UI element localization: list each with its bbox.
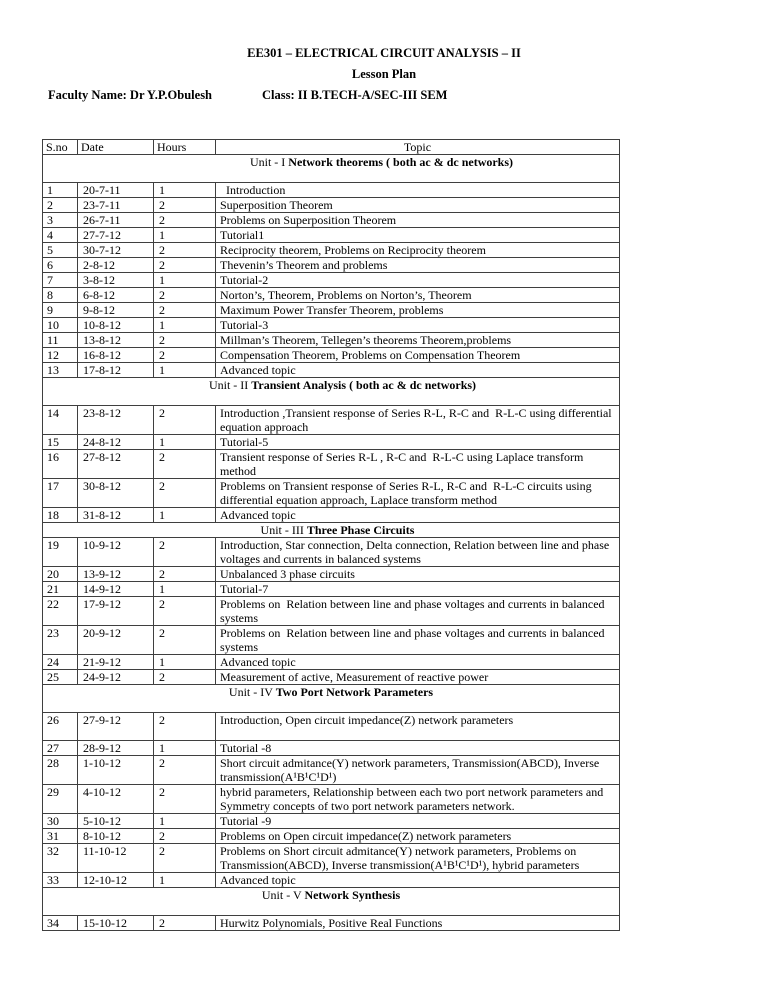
hours-cell: 1	[154, 435, 216, 450]
sno-cell: 11	[43, 333, 78, 348]
sno-cell: 31	[43, 829, 78, 844]
table-row	[43, 228, 620, 243]
date-cell: 31-8-12	[78, 508, 154, 523]
hours-cell: 1	[154, 582, 216, 597]
table-row	[43, 258, 620, 273]
faculty-name-label: Faculty Name: Dr Y.P.Obulesh	[48, 88, 213, 102]
date-cell: 24-8-12	[78, 435, 154, 450]
hours-cell: 2	[154, 567, 216, 582]
unit-section-row	[43, 685, 620, 713]
unit-section-cell	[43, 685, 620, 713]
sno-cell: 18	[43, 508, 78, 523]
topic-cell: Short circuit admitance(Y) network parameters, Transmission(ABCD), Inverse transmission(A¹B¹C¹D¹)	[216, 756, 620, 785]
sno-cell: 29	[43, 785, 78, 814]
date-cell: 20-9-12	[78, 626, 154, 655]
table-row	[43, 303, 620, 318]
hours-cell: 2	[154, 538, 216, 567]
table-row	[43, 756, 620, 785]
hours-cell: 1	[154, 363, 216, 378]
hours-cell: 2	[154, 713, 216, 741]
hours-cell: 2	[154, 198, 216, 213]
sno-cell: 24	[43, 655, 78, 670]
column-header-sno: S.no	[43, 140, 78, 155]
table-row	[43, 844, 620, 873]
sno-cell: 8	[43, 288, 78, 303]
sno-cell: 22	[43, 597, 78, 626]
table-row	[43, 363, 620, 378]
sno-cell: 16	[43, 450, 78, 479]
unit-label: Unit - III	[260, 523, 307, 537]
sno-cell: 32	[43, 844, 78, 873]
date-cell: 27-8-12	[78, 450, 154, 479]
sno-cell: 26	[43, 713, 78, 741]
date-cell: 21-9-12	[78, 655, 154, 670]
sno-cell: 7	[43, 273, 78, 288]
sno-cell: 3	[43, 213, 78, 228]
topic-cell: Tutorial-7	[216, 582, 620, 597]
unit-section-cell	[43, 888, 620, 916]
date-cell: 10-9-12	[78, 538, 154, 567]
column-header-hours: Hours	[154, 140, 216, 155]
table-row	[43, 538, 620, 567]
hours-cell: 2	[154, 670, 216, 685]
date-cell: 24-9-12	[78, 670, 154, 685]
topic-cell: Thevenin’s Theorem and problems	[216, 258, 620, 273]
unit-label: Unit - IV	[228, 685, 276, 699]
topic-cell: Unbalanced 3 phase circuits	[216, 567, 620, 582]
sno-cell: 28	[43, 756, 78, 785]
topic-cell: Tutorial -8	[216, 741, 620, 756]
hours-cell: 1	[154, 318, 216, 333]
hours-cell: 2	[154, 916, 216, 931]
hours-cell: 2	[154, 844, 216, 873]
unit-section-row	[43, 523, 620, 538]
sno-cell: 30	[43, 814, 78, 829]
date-cell: 1-10-12	[78, 756, 154, 785]
sno-cell: 23	[43, 626, 78, 655]
topic-cell: Tutorial-3	[216, 318, 620, 333]
unit-section-row	[43, 888, 620, 916]
topic-cell: Reciprocity theorem, Problems on Reciprocity theorem	[216, 243, 620, 258]
table-row	[43, 348, 620, 363]
table-row	[43, 741, 620, 756]
date-cell: 16-8-12	[78, 348, 154, 363]
topic-cell: Tutorial-5	[216, 435, 620, 450]
hours-cell: 1	[154, 183, 216, 198]
date-cell: 27-9-12	[78, 713, 154, 741]
date-cell: 3-8-12	[78, 273, 154, 288]
hours-cell: 2	[154, 479, 216, 508]
hours-cell: 2	[154, 626, 216, 655]
hours-cell: 2	[154, 597, 216, 626]
unit-label: Unit - I	[249, 155, 289, 169]
table-row	[43, 785, 620, 814]
lesson-table-body	[43, 155, 620, 931]
date-cell: 30-7-12	[78, 243, 154, 258]
page-title: EE301 – ELECTRICAL CIRCUIT ANALYSIS – II	[247, 46, 521, 60]
unit-section-row	[43, 378, 620, 406]
hours-cell: 1	[154, 741, 216, 756]
class-label: Class: II B.TECH-A/SEC-III SEM	[262, 88, 448, 102]
sno-cell: 33	[43, 873, 78, 888]
topic-cell: Introduction	[216, 183, 620, 198]
date-cell: 14-9-12	[78, 582, 154, 597]
date-cell: 13-8-12	[78, 333, 154, 348]
table-row	[43, 597, 620, 626]
hours-cell: 2	[154, 213, 216, 228]
date-cell: 12-10-12	[78, 873, 154, 888]
hours-cell: 1	[154, 655, 216, 670]
unit-section-cell	[43, 523, 620, 538]
topic-cell: hybrid parameters, Relationship between each two port network parameters and Symmetry concepts of two port network parameters network.	[216, 785, 620, 814]
table-header-row	[43, 140, 620, 155]
unit-label: Unit - II	[208, 378, 252, 392]
topic-cell: Problems on Relation between line and phase voltages and currents in balanced systems	[216, 597, 620, 626]
date-cell: 20-7-11	[78, 183, 154, 198]
topic-cell: Advanced topic	[216, 655, 620, 670]
topic-cell: Advanced topic	[216, 363, 620, 378]
table-row	[43, 406, 620, 435]
table-row	[43, 670, 620, 685]
hours-cell: 2	[154, 303, 216, 318]
date-cell: 13-9-12	[78, 567, 154, 582]
topic-cell: Norton’s, Theorem, Problems on Norton’s, Theorem	[216, 288, 620, 303]
topic-cell: Millman’s Theorem, Tellegen’s theorems Theorem,problems	[216, 333, 620, 348]
hours-cell: 1	[154, 814, 216, 829]
table-row	[43, 318, 620, 333]
table-row	[43, 243, 620, 258]
sno-cell: 1	[43, 183, 78, 198]
topic-cell: Advanced topic	[216, 508, 620, 523]
table-row	[43, 183, 620, 198]
date-cell: 5-10-12	[78, 814, 154, 829]
sno-cell: 20	[43, 567, 78, 582]
topic-cell: Maximum Power Transfer Theorem, problems	[216, 303, 620, 318]
page-subtitle: Lesson Plan	[351, 67, 417, 81]
unit-section-row	[43, 155, 620, 183]
table-row	[43, 288, 620, 303]
topic-cell: Introduction, Open circuit impedance(Z) network parameters	[216, 713, 620, 741]
sno-cell: 4	[43, 228, 78, 243]
date-cell: 26-7-11	[78, 213, 154, 228]
hours-cell: 2	[154, 348, 216, 363]
date-cell: 17-8-12	[78, 363, 154, 378]
sno-cell: 17	[43, 479, 78, 508]
table-row	[43, 916, 620, 931]
table-row	[43, 450, 620, 479]
table-row	[43, 333, 620, 348]
table-row	[43, 873, 620, 888]
unit-section-cell	[43, 378, 620, 406]
date-cell: 10-8-12	[78, 318, 154, 333]
date-cell: 2-8-12	[78, 258, 154, 273]
sno-cell: 13	[43, 363, 78, 378]
sno-cell: 27	[43, 741, 78, 756]
date-cell: 9-8-12	[78, 303, 154, 318]
topic-cell: Superposition Theorem	[216, 198, 620, 213]
sno-cell: 9	[43, 303, 78, 318]
date-cell: 15-10-12	[78, 916, 154, 931]
topic-cell: Compensation Theorem, Problems on Compensation Theorem	[216, 348, 620, 363]
sno-cell: 15	[43, 435, 78, 450]
unit-title: Network Synthesis	[304, 888, 401, 902]
lesson-plan-table	[42, 139, 620, 931]
sno-cell: 25	[43, 670, 78, 685]
unit-label: Unit - V	[261, 888, 305, 902]
topic-cell: Problems on Short circuit admitance(Y) network parameters, Problems on Transmission(ABCD), Inverse transmission(A¹B¹C¹D¹), hybrid parameters	[216, 844, 620, 873]
date-cell: 8-10-12	[78, 829, 154, 844]
topic-cell: Hurwitz Polynomials, Positive Real Functions	[216, 916, 620, 931]
topic-cell: Problems on Open circuit impedance(Z) network parameters	[216, 829, 620, 844]
topic-cell: Problems on Transient response of Series R-L, R-C and R-L-C circuits using differential equation approach, Laplace transform method	[216, 479, 620, 508]
hours-cell: 2	[154, 243, 216, 258]
table-row	[43, 626, 620, 655]
sno-cell: 19	[43, 538, 78, 567]
table-row	[43, 508, 620, 523]
hours-cell: 1	[154, 273, 216, 288]
topic-cell: Introduction ,Transient response of Series R-L, R-C and R-L-C using differential equation approach	[216, 406, 620, 435]
table-row	[43, 567, 620, 582]
hours-cell: 2	[154, 333, 216, 348]
hours-cell: 2	[154, 288, 216, 303]
unit-title: Two Port Network Parameters	[275, 685, 434, 699]
column-header-topic: Topic	[216, 140, 620, 155]
date-cell: 23-7-11	[78, 198, 154, 213]
table-row	[43, 829, 620, 844]
hours-cell: 1	[154, 228, 216, 243]
sno-cell: 14	[43, 406, 78, 435]
hours-cell: 2	[154, 258, 216, 273]
date-cell: 6-8-12	[78, 288, 154, 303]
topic-cell: Tutorial -9	[216, 814, 620, 829]
topic-cell: Problems on Superposition Theorem	[216, 213, 620, 228]
hours-cell: 2	[154, 785, 216, 814]
unit-title: Network theorems ( both ac & dc networks)	[288, 155, 514, 169]
table-row	[43, 713, 620, 741]
hours-cell: 1	[154, 508, 216, 523]
unit-section-cell	[43, 155, 620, 183]
hours-cell: 2	[154, 406, 216, 435]
sno-cell: 34	[43, 916, 78, 931]
column-header-date: Date	[78, 140, 154, 155]
sno-cell: 12	[43, 348, 78, 363]
sno-cell: 2	[43, 198, 78, 213]
date-cell: 11-10-12	[78, 844, 154, 873]
faculty-class-row	[48, 88, 768, 103]
hours-cell: 1	[154, 873, 216, 888]
topic-cell: Advanced topic	[216, 873, 620, 888]
table-row	[43, 273, 620, 288]
unit-title: Three Phase Circuits	[306, 523, 415, 537]
topic-cell: Tutorial1	[216, 228, 620, 243]
table-row	[43, 814, 620, 829]
topic-cell: Introduction, Star connection, Delta connection, Relation between line and phase voltages and currents in balanced systems	[216, 538, 620, 567]
table-row	[43, 435, 620, 450]
sno-cell: 6	[43, 258, 78, 273]
topic-cell: Transient response of Series R-L , R-C and R-L-C using Laplace transform method	[216, 450, 620, 479]
topic-cell: Problems on Relation between line and phase voltages and currents in balanced systems	[216, 626, 620, 655]
date-cell: 27-7-12	[78, 228, 154, 243]
date-cell: 30-8-12	[78, 479, 154, 508]
unit-title: Transient Analysis ( both ac & dc networks)	[251, 378, 477, 392]
topic-cell: Measurement of active, Measurement of reactive power	[216, 670, 620, 685]
date-cell: 17-9-12	[78, 597, 154, 626]
sno-cell: 5	[43, 243, 78, 258]
date-cell: 28-9-12	[78, 741, 154, 756]
table-row	[43, 655, 620, 670]
sno-cell: 21	[43, 582, 78, 597]
table-row	[43, 582, 620, 597]
sno-cell: 10	[43, 318, 78, 333]
table-row	[43, 213, 620, 228]
hours-cell: 2	[154, 450, 216, 479]
table-row	[43, 198, 620, 213]
hours-cell: 2	[154, 756, 216, 785]
hours-cell: 2	[154, 829, 216, 844]
table-row	[43, 479, 620, 508]
date-cell: 23-8-12	[78, 406, 154, 435]
topic-cell: Tutorial-2	[216, 273, 620, 288]
date-cell: 4-10-12	[78, 785, 154, 814]
